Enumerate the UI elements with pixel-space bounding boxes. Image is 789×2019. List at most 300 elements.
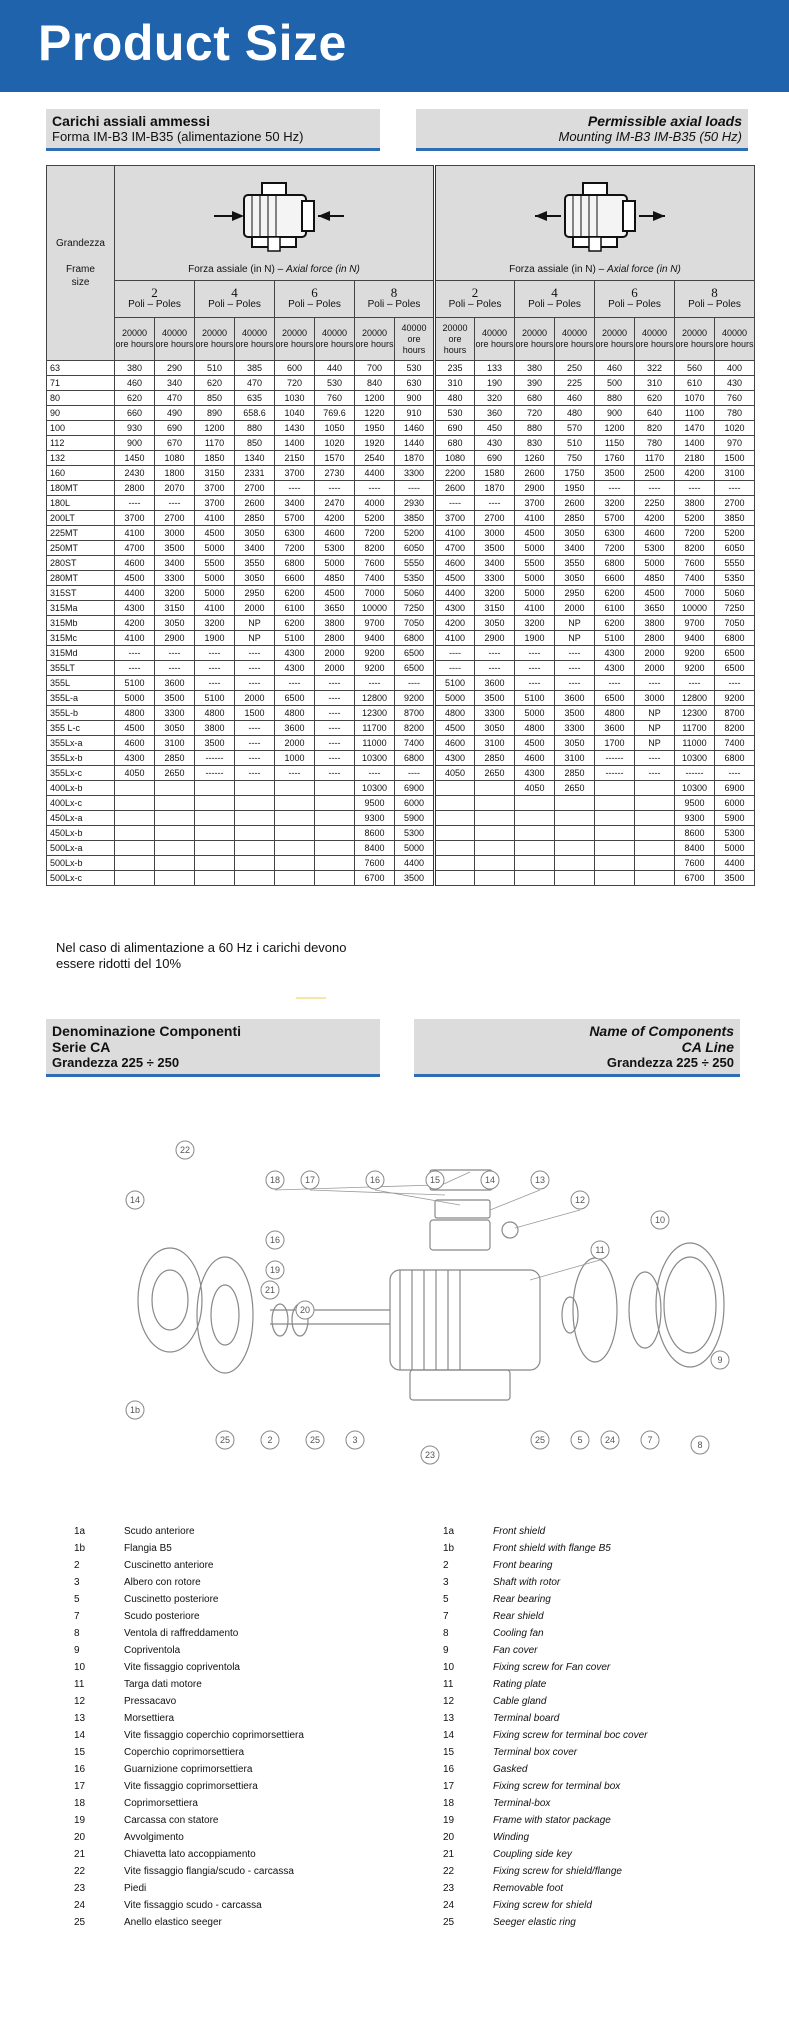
axial-load-cell xyxy=(115,856,155,871)
callout-label: 14 xyxy=(484,1175,496,1185)
axial-load-cell xyxy=(635,796,675,811)
axial-load-cell: 1700 xyxy=(595,736,635,751)
table-row xyxy=(47,361,755,376)
axial-load-cell: 4200 xyxy=(635,511,675,526)
axial-load-cell: 6800 xyxy=(395,631,435,646)
table-row xyxy=(47,766,755,781)
axial-load-cell: 5900 xyxy=(395,811,435,826)
axial-load-cell xyxy=(115,811,155,826)
axial-load-cell: NP xyxy=(555,616,595,631)
axial-force-diagram-right xyxy=(435,166,755,281)
axial-load-cell xyxy=(235,871,275,886)
component-list-item xyxy=(443,1625,753,1642)
axial-load-cell: 5300 xyxy=(635,541,675,556)
axial-load-cell: ---- xyxy=(195,661,235,676)
axial-load-cell: 4300 xyxy=(275,646,315,661)
callout-label: 20 xyxy=(299,1305,311,1315)
table-row xyxy=(47,496,755,511)
component-number: 8 xyxy=(74,1628,80,1639)
callout-label: 19 xyxy=(269,1265,281,1275)
axial-load-cell: 5000 xyxy=(195,571,235,586)
frame-size-cell: 450Lx-a xyxy=(47,811,115,826)
axial-load-cell: 5200 xyxy=(675,511,715,526)
component-name: Fixing screw for shield xyxy=(493,1900,592,1911)
axial-load-cell: 9300 xyxy=(675,811,715,826)
frame-size-cell: 160 xyxy=(47,466,115,481)
components-list-it xyxy=(74,1523,424,1931)
component-number: 2 xyxy=(74,1560,80,1571)
axial-load-cell xyxy=(595,781,635,796)
axial-force-label-left: Forza assiale (in N) – xyxy=(188,264,286,275)
axial-load-cell: 3650 xyxy=(315,601,355,616)
axial-load-cell: 2200 xyxy=(435,466,475,481)
callout-label: 25 xyxy=(219,1435,231,1445)
axial-load-cell: 5000 xyxy=(315,556,355,571)
callout-label: 5 xyxy=(577,1435,583,1445)
axial-load-cell: 7400 xyxy=(675,571,715,586)
axial-load-cell: 7600 xyxy=(355,556,395,571)
component-number: 20 xyxy=(74,1832,86,1843)
components-range-it: Grandezza 225 ÷ 250 xyxy=(52,1055,180,1070)
axial-load-cell: 225 xyxy=(555,376,595,391)
axial-load-cell: 1950 xyxy=(555,481,595,496)
axial-load-cell: 880 xyxy=(235,421,275,436)
axial-load-cell: 7200 xyxy=(675,526,715,541)
axial-load-cell: 4500 xyxy=(195,526,235,541)
axial-load-cell xyxy=(315,841,355,856)
component-name: Front shield with flange B5 xyxy=(493,1543,611,1554)
axial-load-cell: 3200 xyxy=(515,616,555,631)
axial-load-cell: 2070 xyxy=(155,481,195,496)
axial-load-cell xyxy=(555,796,595,811)
axial-load-cell: ------ xyxy=(195,751,235,766)
axial-load-cell: 12800 xyxy=(675,691,715,706)
frame-size-cell: 500Lx-a xyxy=(47,841,115,856)
component-number: 14 xyxy=(74,1730,86,1741)
axial-load-cell: 6800 xyxy=(275,556,315,571)
axial-load-cell: 620 xyxy=(195,376,235,391)
axial-load-cell xyxy=(275,781,315,796)
table-row xyxy=(47,751,755,766)
axial-load-cell xyxy=(635,856,675,871)
component-name: Vite fissaggio flangia/scudo - carcassa xyxy=(124,1866,294,1877)
axial-load-cell: 8400 xyxy=(675,841,715,856)
component-number: 20 xyxy=(443,1832,455,1843)
axial-load-cell: 2930 xyxy=(395,496,435,511)
axial-load-cell: 720 xyxy=(275,376,315,391)
table-row xyxy=(47,451,755,466)
axial-load-cell: ---- xyxy=(315,736,355,751)
axial-load-cell: 4500 xyxy=(635,586,675,601)
axial-load-cell: 3100 xyxy=(555,751,595,766)
axial-load-cell xyxy=(635,871,675,886)
axial-load-cell: 5000 xyxy=(515,541,555,556)
axial-load-cell: 1170 xyxy=(635,451,675,466)
component-list-item xyxy=(443,1557,753,1574)
axial-load-cell: 460 xyxy=(555,391,595,406)
axial-load-cell xyxy=(435,826,475,841)
axial-load-cell: 9200 xyxy=(395,691,435,706)
axial-load-cell: 5100 xyxy=(515,691,555,706)
table-row xyxy=(47,736,755,751)
axial-load-cell: 8200 xyxy=(715,721,755,736)
axial-load-cell: 6800 xyxy=(715,751,755,766)
axial-load-cell: 7600 xyxy=(675,556,715,571)
axial-load-cell: 2850 xyxy=(555,511,595,526)
axial-load-cell: 2600 xyxy=(235,496,275,511)
frame-size-cell: 355Lx-a xyxy=(47,736,115,751)
frame-size-cell: 355Lx-b xyxy=(47,751,115,766)
axial-load-cell xyxy=(275,811,315,826)
axial-load-cell: 1500 xyxy=(235,706,275,721)
axial-load-cell: 2180 xyxy=(675,451,715,466)
hours-header-cell: 40000 ore hours xyxy=(155,318,195,361)
axial-load-cell: ---- xyxy=(235,736,275,751)
axial-load-cell: 640 xyxy=(635,406,675,421)
axial-load-cell xyxy=(515,856,555,871)
frame-size-cell: 450Lx-b xyxy=(47,826,115,841)
axial-load-cell: ---- xyxy=(715,676,755,691)
axial-load-cell: 1570 xyxy=(315,451,355,466)
component-number: 9 xyxy=(443,1645,449,1656)
frame-size-cell: 280MT xyxy=(47,571,115,586)
component-list-item xyxy=(443,1880,753,1897)
component-list-item xyxy=(74,1863,424,1880)
axial-load-cell: 2000 xyxy=(235,601,275,616)
component-number: 3 xyxy=(74,1577,80,1588)
components-list-en xyxy=(443,1523,753,1931)
axial-load-cell xyxy=(195,796,235,811)
axial-load-cell: ---- xyxy=(315,751,355,766)
axial-load-cell: 5000 xyxy=(515,586,555,601)
frame-size-cell: 132 xyxy=(47,451,115,466)
component-name: Winding xyxy=(493,1832,530,1843)
axial-load-cell: 322 xyxy=(635,361,675,376)
component-number: 5 xyxy=(74,1594,80,1605)
component-number: 1a xyxy=(74,1526,86,1537)
axial-load-cell: 3550 xyxy=(555,556,595,571)
axial-load-cell: 1850 xyxy=(195,451,235,466)
axial-load-cell: 3600 xyxy=(555,691,595,706)
component-list-item xyxy=(74,1744,424,1761)
callout-label: 15 xyxy=(429,1175,441,1185)
component-number: 15 xyxy=(443,1747,455,1758)
frame-size-cell: 200LT xyxy=(47,511,115,526)
axial-load-cell: 4850 xyxy=(635,571,675,586)
axial-load-cell: 3650 xyxy=(635,601,675,616)
axial-load-cell: 4300 xyxy=(595,646,635,661)
axial-load-cell: 2331 xyxy=(235,466,275,481)
axial-load-cell: 850 xyxy=(235,436,275,451)
axial-load-cell: ---- xyxy=(275,481,315,496)
hours-header-cell: 20000 ore hours xyxy=(675,318,715,361)
axial-load-cell: 1760 xyxy=(595,451,635,466)
axial-load-cell: ---- xyxy=(115,661,155,676)
axial-load-cell xyxy=(115,826,155,841)
axial-load-cell: 5200 xyxy=(715,526,755,541)
component-name: Vite fissaggio scudo - carcassa xyxy=(124,1900,262,1911)
axial-load-cell: 4500 xyxy=(435,571,475,586)
axial-load-cell: 900 xyxy=(395,391,435,406)
axial-load-cell: 2430 xyxy=(115,466,155,481)
axial-load-cell: 6900 xyxy=(395,781,435,796)
axial-load-cell: 4500 xyxy=(435,721,475,736)
frame-size-cell: 315Mc xyxy=(47,631,115,646)
axial-load-cell: 6100 xyxy=(275,601,315,616)
axial-load-cell xyxy=(155,826,195,841)
axial-load-cell xyxy=(515,826,555,841)
component-list-item xyxy=(74,1795,424,1812)
axial-load-cell: ---- xyxy=(595,481,635,496)
callout-label: 8 xyxy=(697,1440,703,1450)
axial-load-cell xyxy=(315,811,355,826)
axial-load-cell: ---- xyxy=(515,661,555,676)
hours-header-cell: 20000 ore hours xyxy=(275,318,315,361)
component-name: Cooling fan xyxy=(493,1628,544,1639)
axial-load-cell: 3150 xyxy=(195,466,235,481)
axial-load-cell: 6600 xyxy=(595,571,635,586)
axial-load-cell: 235 xyxy=(435,361,475,376)
axial-load-cell: 3300 xyxy=(155,571,195,586)
axial-load-cell: 470 xyxy=(235,376,275,391)
axial-load-cell: 1200 xyxy=(355,391,395,406)
axial-load-cell: 880 xyxy=(595,391,635,406)
axial-load-cell: 1900 xyxy=(195,631,235,646)
axial-load-cell: 4100 xyxy=(515,601,555,616)
axial-load-cell: ---- xyxy=(235,646,275,661)
axial-load-cell: 380 xyxy=(515,361,555,376)
axial-load-cell xyxy=(275,871,315,886)
axial-load-cell xyxy=(235,796,275,811)
axial-load-cell xyxy=(195,856,235,871)
axial-load-cell: 2900 xyxy=(155,631,195,646)
axial-load-cell: NP xyxy=(235,616,275,631)
pole-count: 6 xyxy=(631,285,638,300)
pole-label: Poli – Poles xyxy=(608,299,661,310)
component-number: 17 xyxy=(443,1781,455,1792)
axial-load-cell: 630 xyxy=(395,376,435,391)
component-name: Cuscinetto posteriore xyxy=(124,1594,219,1605)
axial-load-cell: ---- xyxy=(235,721,275,736)
axial-load-cell: 3400 xyxy=(275,496,315,511)
component-number: 18 xyxy=(443,1798,455,1809)
axial-load-cell: 8700 xyxy=(715,706,755,721)
axial-load-cell xyxy=(315,871,355,886)
axial-force-label-right: Forza assiale (in N) – xyxy=(509,264,607,275)
axial-load-cell: 430 xyxy=(715,376,755,391)
axial-load-cell: 660 xyxy=(115,406,155,421)
table-row xyxy=(47,526,755,541)
components-range-en: Grandezza 225 ÷ 250 xyxy=(606,1055,734,1070)
axial-load-cell: ---- xyxy=(515,646,555,661)
axial-load-cell xyxy=(515,871,555,886)
axial-load-cell xyxy=(635,811,675,826)
component-number: 12 xyxy=(74,1696,86,1707)
frame-size-cell: 112 xyxy=(47,436,115,451)
axial-load-cell: 890 xyxy=(195,406,235,421)
axial-load-cell: 3800 xyxy=(675,496,715,511)
hours-header-cell: 20000 ore hours xyxy=(355,318,395,361)
axial-load-cell: 6050 xyxy=(715,541,755,556)
axial-load-cell: 1340 xyxy=(235,451,275,466)
axial-load-cell: 4800 xyxy=(275,706,315,721)
axial-load-cell: 2850 xyxy=(555,766,595,781)
pole-label: Poli – Poles xyxy=(528,299,581,310)
table-row xyxy=(47,616,755,631)
axial-load-cell: 190 xyxy=(475,376,515,391)
frequency-note: Nel caso di alimentazione a 60 Hz i carichi devono essere ridotti del 10% xyxy=(56,940,347,971)
axial-load-cell: NP xyxy=(635,736,675,751)
axial-load-cell: 6600 xyxy=(275,571,315,586)
axial-load-cell: 6200 xyxy=(275,616,315,631)
axial-load-cell: 5900 xyxy=(715,811,755,826)
pole-count: 8 xyxy=(711,285,718,300)
axial-load-cell: ---- xyxy=(235,751,275,766)
axial-load-cell: 3400 xyxy=(555,541,595,556)
component-list-item xyxy=(74,1880,424,1897)
axial-load-cell: 1400 xyxy=(675,436,715,451)
axial-load-cell: 1080 xyxy=(435,451,475,466)
axial-load-cell: 4200 xyxy=(435,616,475,631)
component-list-item xyxy=(74,1846,424,1863)
component-name: Rating plate xyxy=(493,1679,547,1690)
axial-load-cell: 6800 xyxy=(595,556,635,571)
axial-load-cell: 133 xyxy=(475,361,515,376)
axial-load-cell: 750 xyxy=(555,451,595,466)
axial-load-cell: 530 xyxy=(395,361,435,376)
table-row xyxy=(47,676,755,691)
component-list-item xyxy=(443,1846,753,1863)
axial-load-cell: 1000 xyxy=(275,751,315,766)
axial-load-cell: 3200 xyxy=(195,616,235,631)
axial-load-cell: 460 xyxy=(595,361,635,376)
axial-force-label-right-en: Axial force (in N) xyxy=(606,264,681,275)
axial-load-cell xyxy=(195,871,235,886)
axial-load-cell: 690 xyxy=(155,421,195,436)
axial-load-cell: 3050 xyxy=(555,571,595,586)
axial-load-cell: 3400 xyxy=(475,556,515,571)
components-header-en xyxy=(414,1019,740,1077)
axial-load-cell: 3700 xyxy=(195,496,235,511)
axial-load-cell: ---- xyxy=(515,676,555,691)
axial-load-cell: 2250 xyxy=(635,496,675,511)
component-number: 23 xyxy=(443,1883,455,1894)
components-header-it xyxy=(46,1019,380,1077)
axial-load-cell: 1460 xyxy=(395,421,435,436)
axial-load-cell: 3550 xyxy=(235,556,275,571)
component-list-item xyxy=(443,1897,753,1914)
component-name: Vite fissaggio copriventola xyxy=(124,1662,240,1673)
frame-size-cell: 225MT xyxy=(47,526,115,541)
axial-load-cell: 2730 xyxy=(315,466,355,481)
axial-load-cell: 3200 xyxy=(595,496,635,511)
axial-load-cell xyxy=(155,871,195,886)
axial-load-cell: 3050 xyxy=(235,526,275,541)
component-list-item xyxy=(74,1642,424,1659)
axial-load-cell: 6900 xyxy=(715,781,755,796)
component-number: 15 xyxy=(74,1747,86,1758)
component-name: Fixing screw for terminal box xyxy=(493,1781,621,1792)
axial-load-cell: ---- xyxy=(715,766,755,781)
axial-load-cell: 5060 xyxy=(715,586,755,601)
axial-load-cell: 290 xyxy=(155,361,195,376)
axial-load-cell: NP xyxy=(235,631,275,646)
axial-load-cell: 3000 xyxy=(635,691,675,706)
axial-load-cell: 760 xyxy=(715,391,755,406)
axial-load-cell xyxy=(115,871,155,886)
axial-load-cell: ---- xyxy=(435,496,475,511)
axial-load-cell: 5200 xyxy=(355,511,395,526)
axial-load-cell: 10300 xyxy=(675,781,715,796)
axial-load-cell: 850 xyxy=(195,391,235,406)
axial-load-cell: 500 xyxy=(595,376,635,391)
axial-load-cell: 1400 xyxy=(275,436,315,451)
component-list-item xyxy=(443,1693,753,1710)
axial-load-cell: 3850 xyxy=(715,511,755,526)
axial-load-cell: 880 xyxy=(515,421,555,436)
poles-header-cell xyxy=(195,281,275,318)
axial-load-cell: 1020 xyxy=(715,421,755,436)
axial-load-cell: 4400 xyxy=(115,586,155,601)
callout-label: 11 xyxy=(595,1245,605,1255)
axial-load-cell: 2950 xyxy=(235,586,275,601)
axial-load-cell: ------ xyxy=(675,766,715,781)
exploded-motor-drawing xyxy=(100,1110,740,1490)
table-row xyxy=(47,511,755,526)
component-name: Copriventola xyxy=(124,1645,181,1656)
axial-load-cell xyxy=(115,841,155,856)
pole-count: 4 xyxy=(551,285,558,300)
axial-load-cell: ---- xyxy=(315,721,355,736)
axial-load-cell: 658.6 xyxy=(235,406,275,421)
callout-label: 14 xyxy=(129,1195,141,1205)
axial-load-cell: 12300 xyxy=(355,706,395,721)
component-name: Chiavetta lato accoppiamento xyxy=(124,1849,256,1860)
axial-load-cell: 5100 xyxy=(595,631,635,646)
grandezza-label: Grandezza xyxy=(56,238,105,249)
component-number: 21 xyxy=(74,1849,86,1860)
component-number: 18 xyxy=(74,1798,86,1809)
axial-load-cell: 2850 xyxy=(155,751,195,766)
axial-load-cell: 3500 xyxy=(715,871,755,886)
axial-load-cell: ---- xyxy=(155,646,195,661)
axial-load-cell: 1150 xyxy=(595,436,635,451)
frame-size-cell: 400Lx-c xyxy=(47,796,115,811)
axial-load-cell xyxy=(195,781,235,796)
axial-load-cell: 3800 xyxy=(315,616,355,631)
frame-size-header xyxy=(47,166,115,361)
axial-load-cell: 5700 xyxy=(595,511,635,526)
axial-load-cell xyxy=(315,856,355,871)
axial-load-cell: 1050 xyxy=(315,421,355,436)
axial-load-cell xyxy=(555,811,595,826)
axial-load-cell xyxy=(275,856,315,871)
axial-load-cell: 6700 xyxy=(675,871,715,886)
axial-load-cell: 3500 xyxy=(195,736,235,751)
axial-load-cell: 9200 xyxy=(675,646,715,661)
frame-size-cell: 315Ma xyxy=(47,601,115,616)
component-name: Targa dati motore xyxy=(124,1679,202,1690)
axial-load-cell: 5000 xyxy=(715,841,755,856)
callout-label: 3 xyxy=(352,1435,358,1445)
axial-load-cell: 635 xyxy=(235,391,275,406)
page-title: Product Size xyxy=(38,15,347,71)
axial-load-cell: 2600 xyxy=(515,466,555,481)
axial-load-cell: 2150 xyxy=(275,451,315,466)
axial-load-cell: 2950 xyxy=(555,586,595,601)
component-list-item xyxy=(443,1761,753,1778)
axial-load-cell: 10300 xyxy=(355,781,395,796)
